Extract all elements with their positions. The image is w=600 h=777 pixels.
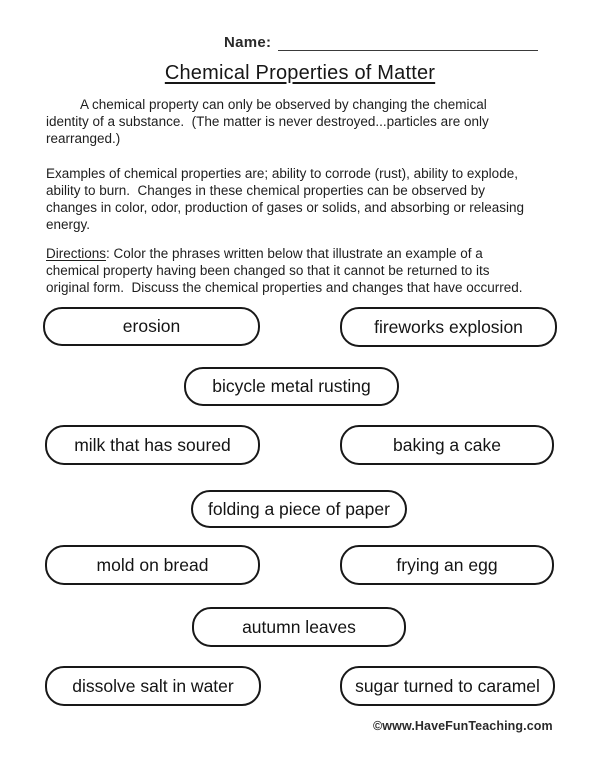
- phrase-pill-frying-an-egg[interactable]: frying an egg: [340, 545, 554, 585]
- directions-paragraph: [46, 245, 532, 296]
- phrase-pill-erosion[interactable]: erosion: [43, 307, 260, 346]
- phrase-pill-folding-a-piece-of-paper[interactable]: folding a piece of paper: [191, 490, 407, 528]
- page-title: Chemical Properties of Matter: [164, 62, 436, 84]
- phrase-pill-dissolve-salt-in-water[interactable]: dissolve salt in water: [45, 666, 261, 706]
- intro-paragraph-1: A chemical property can only be observed by changing the chemical identity of a substance. (The matter is never destroyed...particles are only rearranged.): [46, 97, 493, 146]
- name-input-line[interactable]: [278, 35, 538, 51]
- name-label: Name:: [224, 34, 272, 51]
- phrase-pill-baking-a-cake[interactable]: baking a cake: [340, 425, 554, 465]
- copyright-text: ©www.HaveFunTeaching.com: [373, 719, 553, 733]
- directions-label: Directions: [46, 246, 107, 261]
- intro-paragraph-2: Examples of chemical properties are; ability to corrode (rust), ability to explode, ability to burn. Changes in these chemical properties can be observed by changes in color, odor, production of gases or solids, and absorbing or releasing energy.: [46, 166, 528, 232]
- phrase-pill-autumn-leaves[interactable]: autumn leaves: [192, 607, 406, 647]
- phrase-pill-sugar-turned-to-caramel[interactable]: sugar turned to caramel: [340, 666, 555, 706]
- phrase-pill-fireworks-explosion[interactable]: fireworks explosion: [340, 307, 557, 347]
- phrase-pill-mold-on-bread[interactable]: mold on bread: [45, 545, 260, 585]
- directions-text: : Color the phrases written below that illustrate an example of a chemical property having been changed so that it cannot be returned to its original form. Discuss the chemical properties and changes that have occurred.: [46, 246, 523, 295]
- phrase-pill-milk-that-has-soured[interactable]: milk that has soured: [45, 425, 260, 465]
- name-row: [224, 34, 538, 51]
- phrase-pill-bicycle-metal-rusting[interactable]: bicycle metal rusting: [184, 367, 399, 406]
